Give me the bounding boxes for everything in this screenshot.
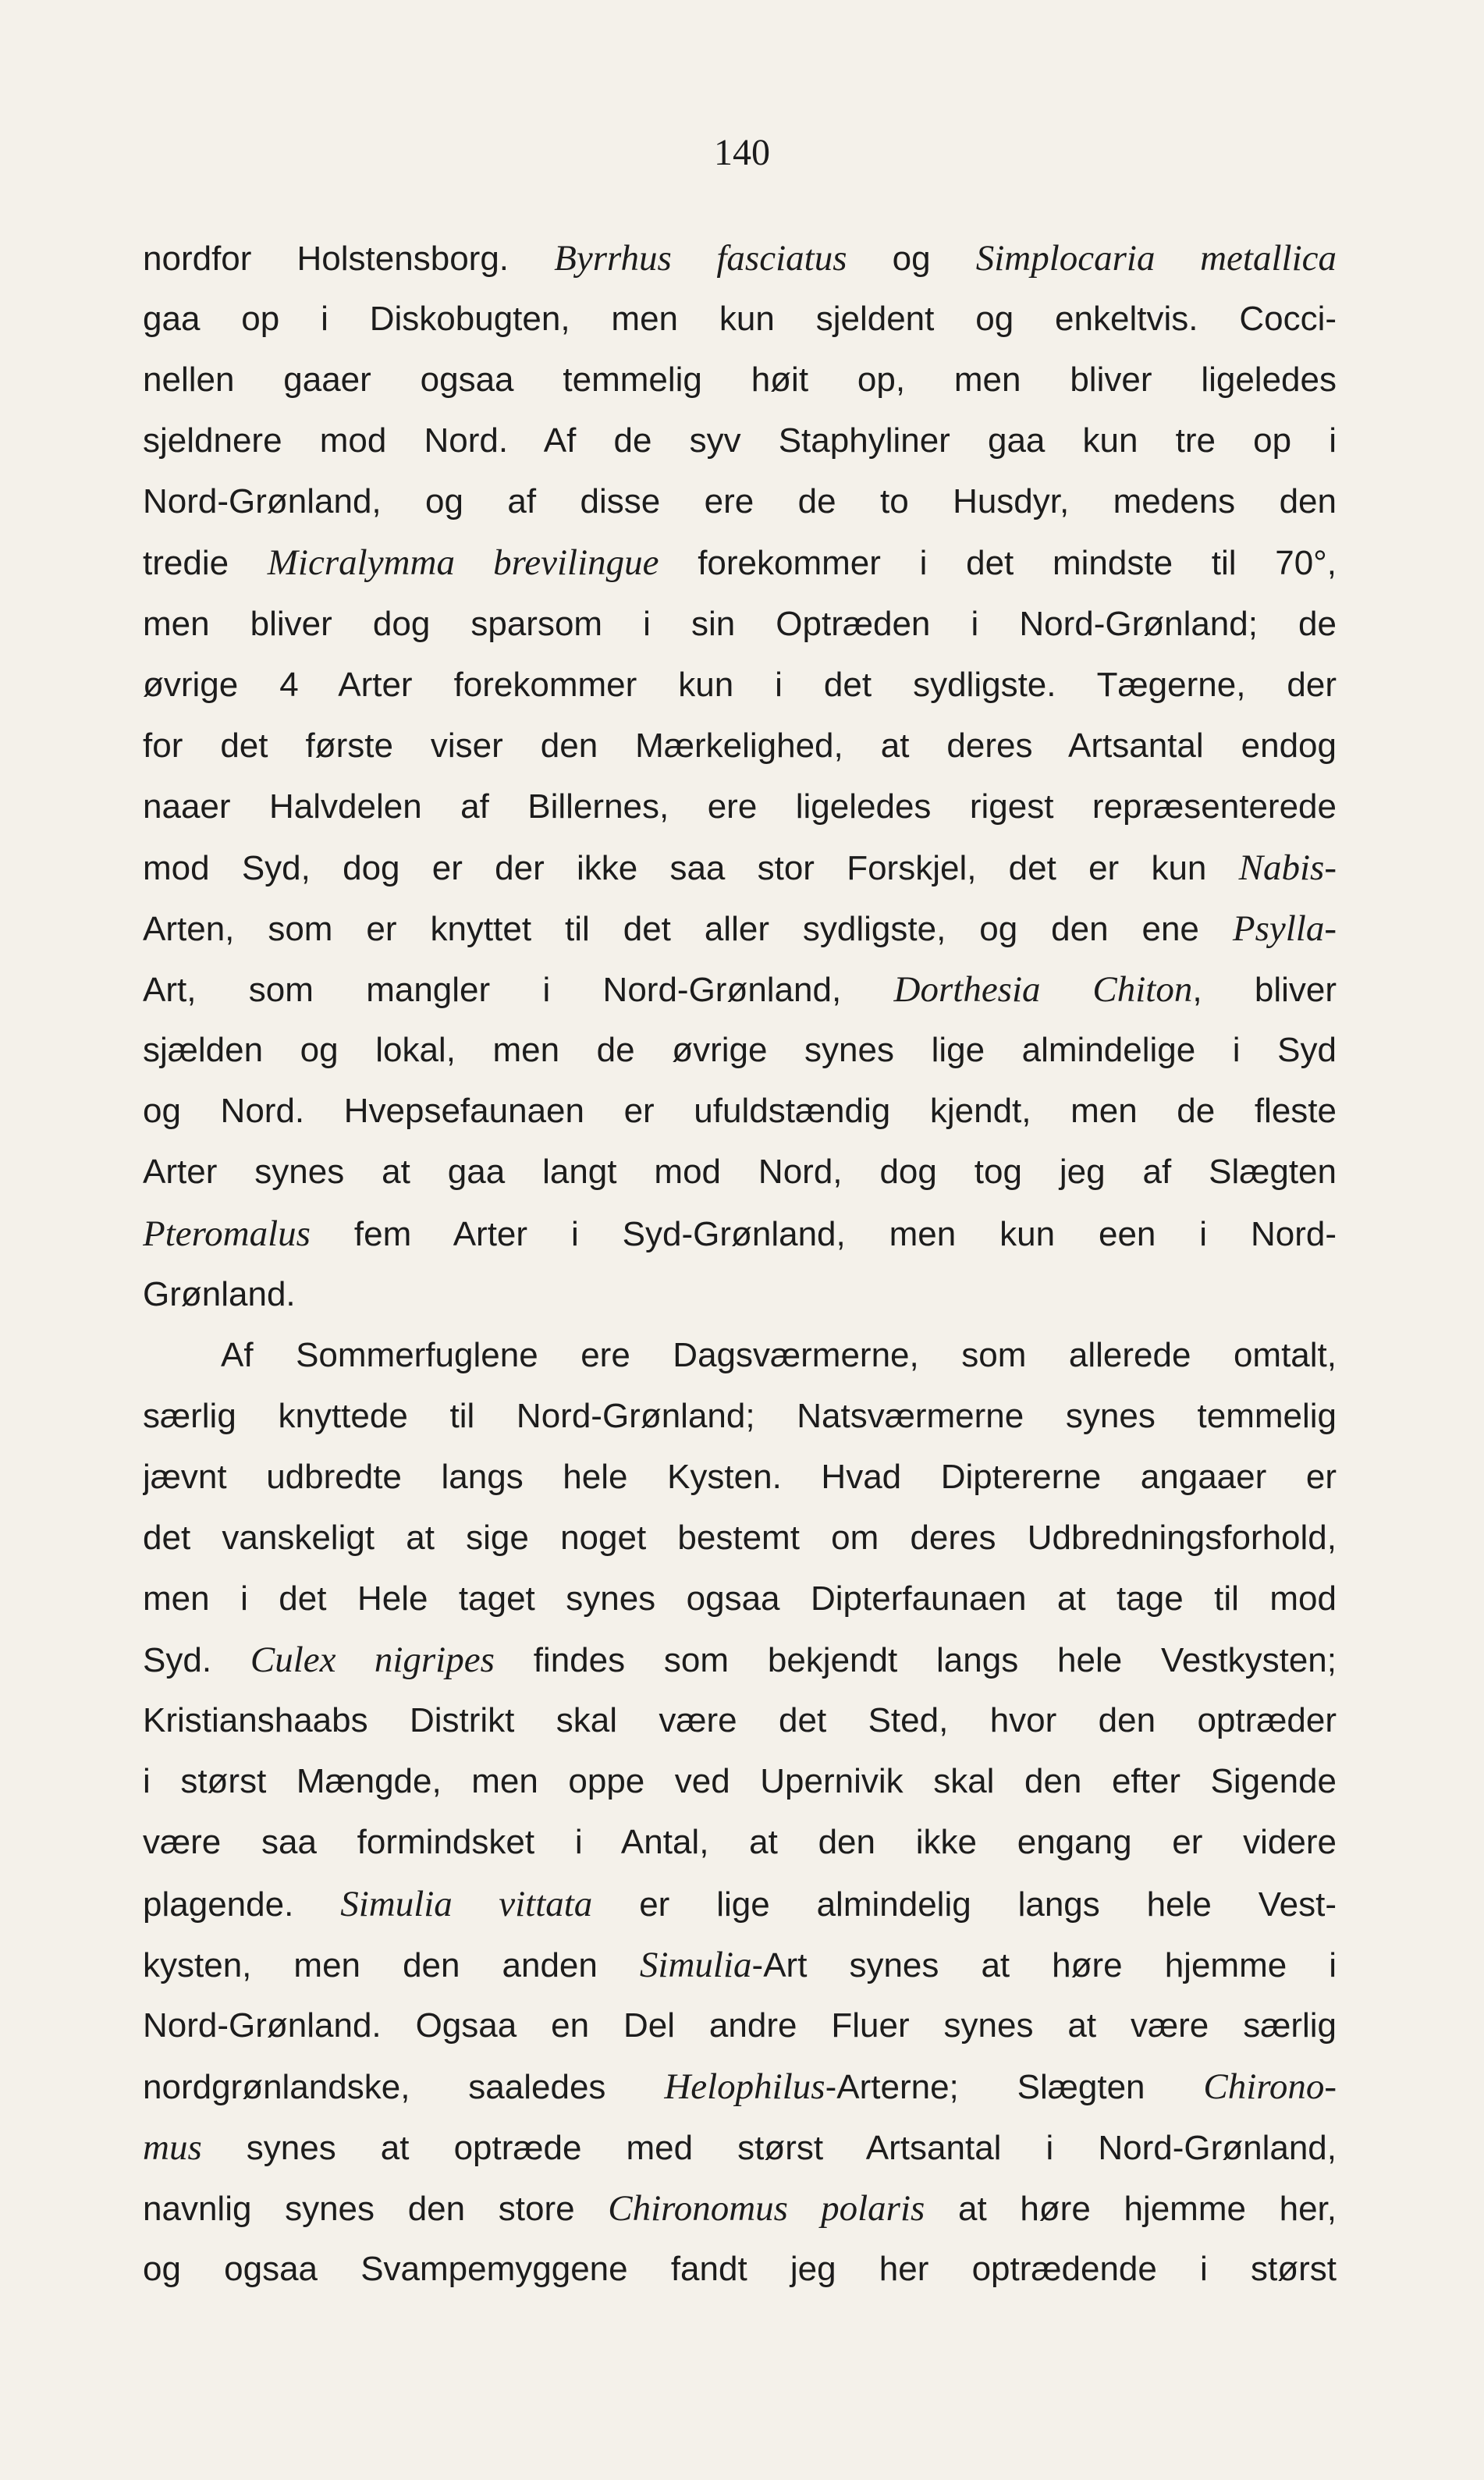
italic-species-name: Chirono- (1203, 2066, 1337, 2107)
text-run: og (847, 240, 976, 278)
text-line (143, 2239, 1337, 2300)
text-run: fem Arter i Syd-Grønland, men kun een i Nord- (310, 1214, 1337, 1253)
text-run: -Arterne; Slægten (825, 2067, 1204, 2106)
italic-species-name: Simplocaria metallica (975, 238, 1337, 279)
body-text (143, 228, 1337, 2300)
text-line (143, 1690, 1337, 1751)
text-run: Art, som mangler i Nord-Grønland, (143, 971, 894, 1010)
text-run: være saa formindsket i Antal, at den ikke engang er videre (143, 1823, 1337, 1862)
text-line (143, 2117, 1337, 2178)
text-run: jævnt udbredte langs hele Kysten. Hvad Diptererne angaaer er (143, 1457, 1337, 1496)
text-line (143, 1812, 1337, 1873)
text-run: gaa op i Diskobugten, men kun sjeldent og enkeltvis. Cocci- (143, 300, 1337, 339)
text-run: Nord-Grønland. Ogsaa en Del andre Fluer synes at være særlig (143, 2006, 1337, 2045)
text-line (143, 1508, 1337, 1569)
text-run: særlig knyttede til Nord-Grønland; Natsværmerne synes temmelig (143, 1396, 1337, 1435)
italic-species-name: Culex nigripes (250, 1640, 495, 1681)
text-line (143, 1629, 1337, 1690)
text-line (143, 1935, 1337, 1995)
text-line (143, 776, 1337, 837)
text-run: men i det Hele taget synes ogsaa Dipterfaunaen at tage til mod (143, 1579, 1337, 1618)
text-line (143, 1264, 1337, 1325)
text-line (143, 716, 1337, 776)
italic-species-name: Nabis- (1238, 847, 1337, 888)
text-line (143, 594, 1337, 655)
italic-species-name: Dorthesia Chiton (893, 969, 1193, 1011)
text-line (143, 1386, 1337, 1447)
text-run: er lige almindelig langs hele Vest- (592, 1885, 1337, 1924)
text-run: for det første viser den Mærkelighed, at deres Artsantal endog (143, 726, 1337, 765)
italic-species-name: Pteromalus (143, 1213, 311, 1254)
text-run: Grønland. (143, 1274, 296, 1313)
text-line (143, 1874, 1337, 1935)
text-line (143, 1569, 1337, 1629)
text-run: Kristianshaabs Distrikt skal være det Sted, hvor den optræder (143, 1701, 1337, 1740)
text-line (143, 655, 1337, 716)
text-line (143, 2056, 1337, 2117)
text-run: -Art synes at høre hjemme i (751, 1945, 1337, 1984)
text-line (143, 1325, 1337, 1386)
text-line (143, 1020, 1337, 1081)
text-run: Nord-Grønland, og af disse ere de to Husdyr, medens den (143, 482, 1337, 521)
text-run: nellen gaaer ogsaa temmelig høit op, men bliver ligeledes (143, 361, 1337, 400)
text-line (143, 532, 1337, 593)
italic-species-name: Helophilus (664, 2066, 825, 2107)
text-line (143, 2178, 1337, 2239)
text-run: tredie (143, 544, 268, 583)
text-line (143, 1203, 1337, 1264)
text-line (143, 410, 1337, 471)
text-run: at høre hjemme her, (925, 2190, 1337, 2228)
text-run: Syd. (143, 1641, 250, 1680)
text-run: naaer Halvdelen af Billernes, ere ligeledes rigest repræsenterede (143, 787, 1337, 826)
text-run: mod Syd, dog er der ikke saa stor Forskjel, det er kun (143, 848, 1239, 887)
italic-species-name: Psylla- (1232, 908, 1337, 950)
page-number: 140 (714, 132, 770, 173)
text-line (143, 1447, 1337, 1508)
text-run: sjeldnere mod Nord. Af de syv Staphyliner gaa kun tre op i (143, 421, 1337, 460)
text-run: plagende. (143, 1885, 341, 1924)
text-run: kysten, men den anden (143, 1945, 640, 1984)
text-run: og Nord. Hvepsefaunaen er ufuldstændig kjendt, men de fleste (143, 1092, 1337, 1131)
text-run: Arten, som er knyttet til det aller sydligste, og den ene (143, 910, 1233, 949)
text-run: , bliver (1192, 971, 1337, 1010)
text-line (143, 837, 1337, 898)
text-line (143, 228, 1337, 289)
text-line (143, 959, 1337, 1020)
text-run: nordfor Holstensborg. (143, 240, 555, 278)
italic-species-name: Simulia vittata (340, 1883, 593, 1924)
italic-species-name: Chironomus polaris (608, 2188, 925, 2229)
italic-species-name: Simulia (639, 1944, 752, 1985)
text-run: sjælden og lokal, men de øvrige synes lige almindelige i Syd (143, 1031, 1337, 1070)
text-line (143, 898, 1337, 959)
text-line (143, 1142, 1337, 1203)
italic-species-name: Micralymma brevilingue (267, 542, 659, 584)
italic-species-name: Byrrhus fasciatus (554, 238, 847, 279)
text-run: nordgrønlandske, saaledes (143, 2067, 665, 2106)
text-run: Arter synes at gaa langt mod Nord, dog tog jeg af Slægten (143, 1153, 1337, 1192)
text-run: Af Sommerfuglene ere Dagsværmerne, som allerede omtalt, (221, 1335, 1337, 1374)
text-line (143, 1751, 1337, 1812)
text-line (143, 1081, 1337, 1142)
text-run: synes at optræde med størst Artsantal i Nord-Grønland, (201, 2128, 1337, 2167)
text-run: og ogsaa Svampemyggene fandt jeg her optrædende i størst (143, 2250, 1337, 2289)
text-run: øvrige 4 Arter forekommer kun i det sydligste. Tægerne, der (143, 665, 1337, 704)
text-run: men bliver dog sparsom i sin Optræden i Nord-Grønland; de (143, 604, 1337, 643)
text-line (143, 471, 1337, 532)
text-run: i størst Mængde, men oppe ved Upernivik skal den efter Sigende (143, 1762, 1337, 1801)
text-run: det vanskeligt at sige noget bestemt om deres Udbredningsforhold, (143, 1518, 1337, 1557)
text-line (143, 289, 1337, 350)
text-run: navnlig synes den store (143, 2190, 609, 2228)
text-run: forekommer i det mindste til 70°, (659, 544, 1337, 583)
italic-species-name: mus (143, 2126, 202, 2168)
text-line (143, 1995, 1337, 2056)
text-run: findes som bekjendt langs hele Vestkysten; (494, 1641, 1337, 1680)
text-line (143, 350, 1337, 410)
